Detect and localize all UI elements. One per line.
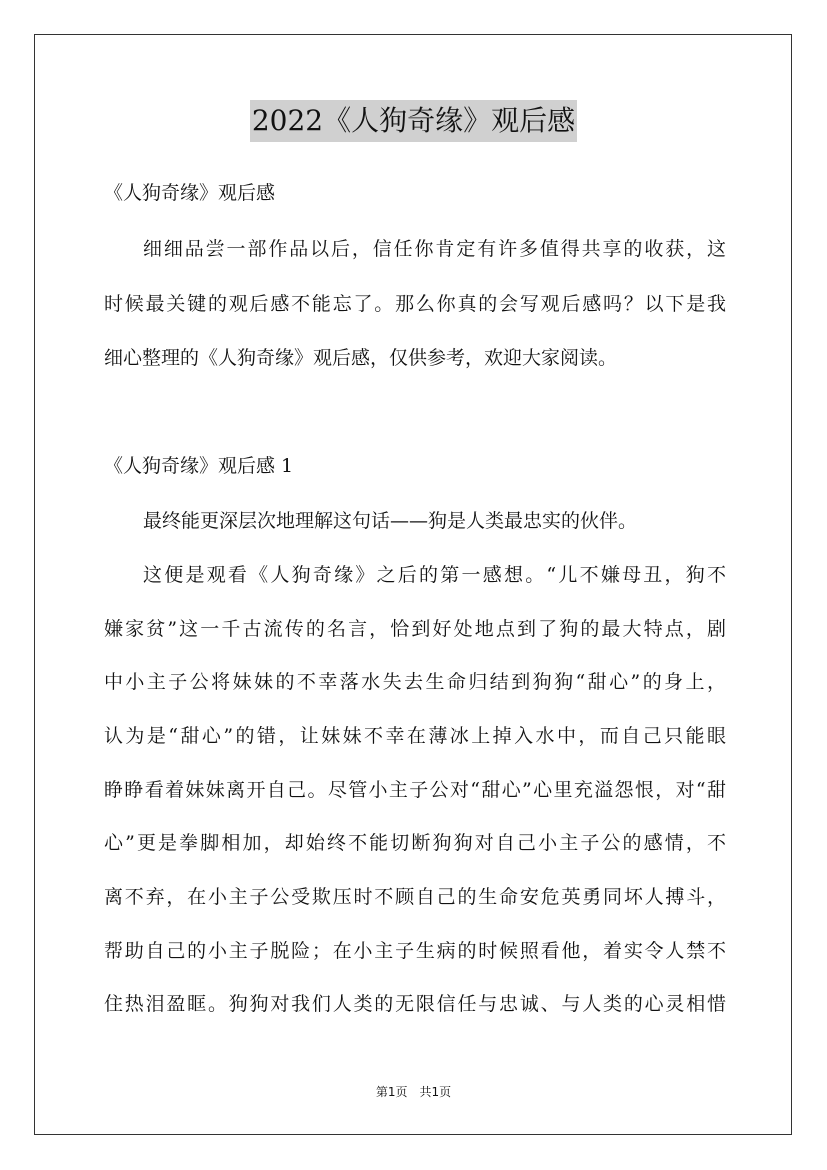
body-line-4: 中小主子公将妹妹的不幸落水失去生命归结到狗狗“甜心”的身上， <box>104 671 726 693</box>
page-number-footer: 第1页 共1页 <box>375 1085 452 1099</box>
body-line-5: 认为是“甜心”的错，让妹妹不幸在薄冰上掉入水中，而自己只能眼 <box>104 725 726 747</box>
intro-line-3: 细心整理的《人狗奇缘》观后感，仅供参考，欢迎大家阅读。 <box>104 347 618 369</box>
body-line-10: 住热泪盈眶。狗狗对我们人类的无限信任与忠诚、与人类的心灵相惜 <box>104 993 726 1015</box>
intro-line-1: 细细品尝一部作品以后，信任你肯定有许多值得共享的收获，这 <box>143 238 726 260</box>
body-line-6: 睁睁看着妹妹离开自己。尽管小主子公对“甜心”心里充溢怨恨，对“甜 <box>104 779 726 801</box>
document-subtitle: 《人狗奇缘》观后感 <box>104 182 276 204</box>
body-line-3: 嫌家贫”这一千古流传的名言，恰到好处地点到了狗的最大特点，剧 <box>104 618 726 640</box>
body-line-2: 这便是观看《人狗奇缘》之后的第一感想。“儿不嫌母丑，狗不 <box>143 564 726 586</box>
section-heading: 《人狗奇缘》观后感 1 <box>104 455 294 477</box>
title-container <box>0 100 827 142</box>
body-line-8: 离不弃，在小主子公受欺压时不顾自己的生命安危英勇同坏人搏斗， <box>104 886 726 908</box>
body-line-7: 心”更是拳脚相加，却始终不能切断狗狗对自己小主子公的感情，不 <box>104 832 726 854</box>
body-line-9: 帮助自己的小主子脱险；在小主子生病的时候照看他，着实令人禁不 <box>104 940 726 962</box>
document-title: 2022《人狗奇缘》观后感 <box>250 100 577 142</box>
intro-line-2: 时候最关键的观后感不能忘了。那么你真的会写观后感吗？以下是我 <box>104 293 726 315</box>
body-line-1: 最终能更深层次地理解这句话——狗是人类最忠实的伙伴。 <box>143 510 638 532</box>
